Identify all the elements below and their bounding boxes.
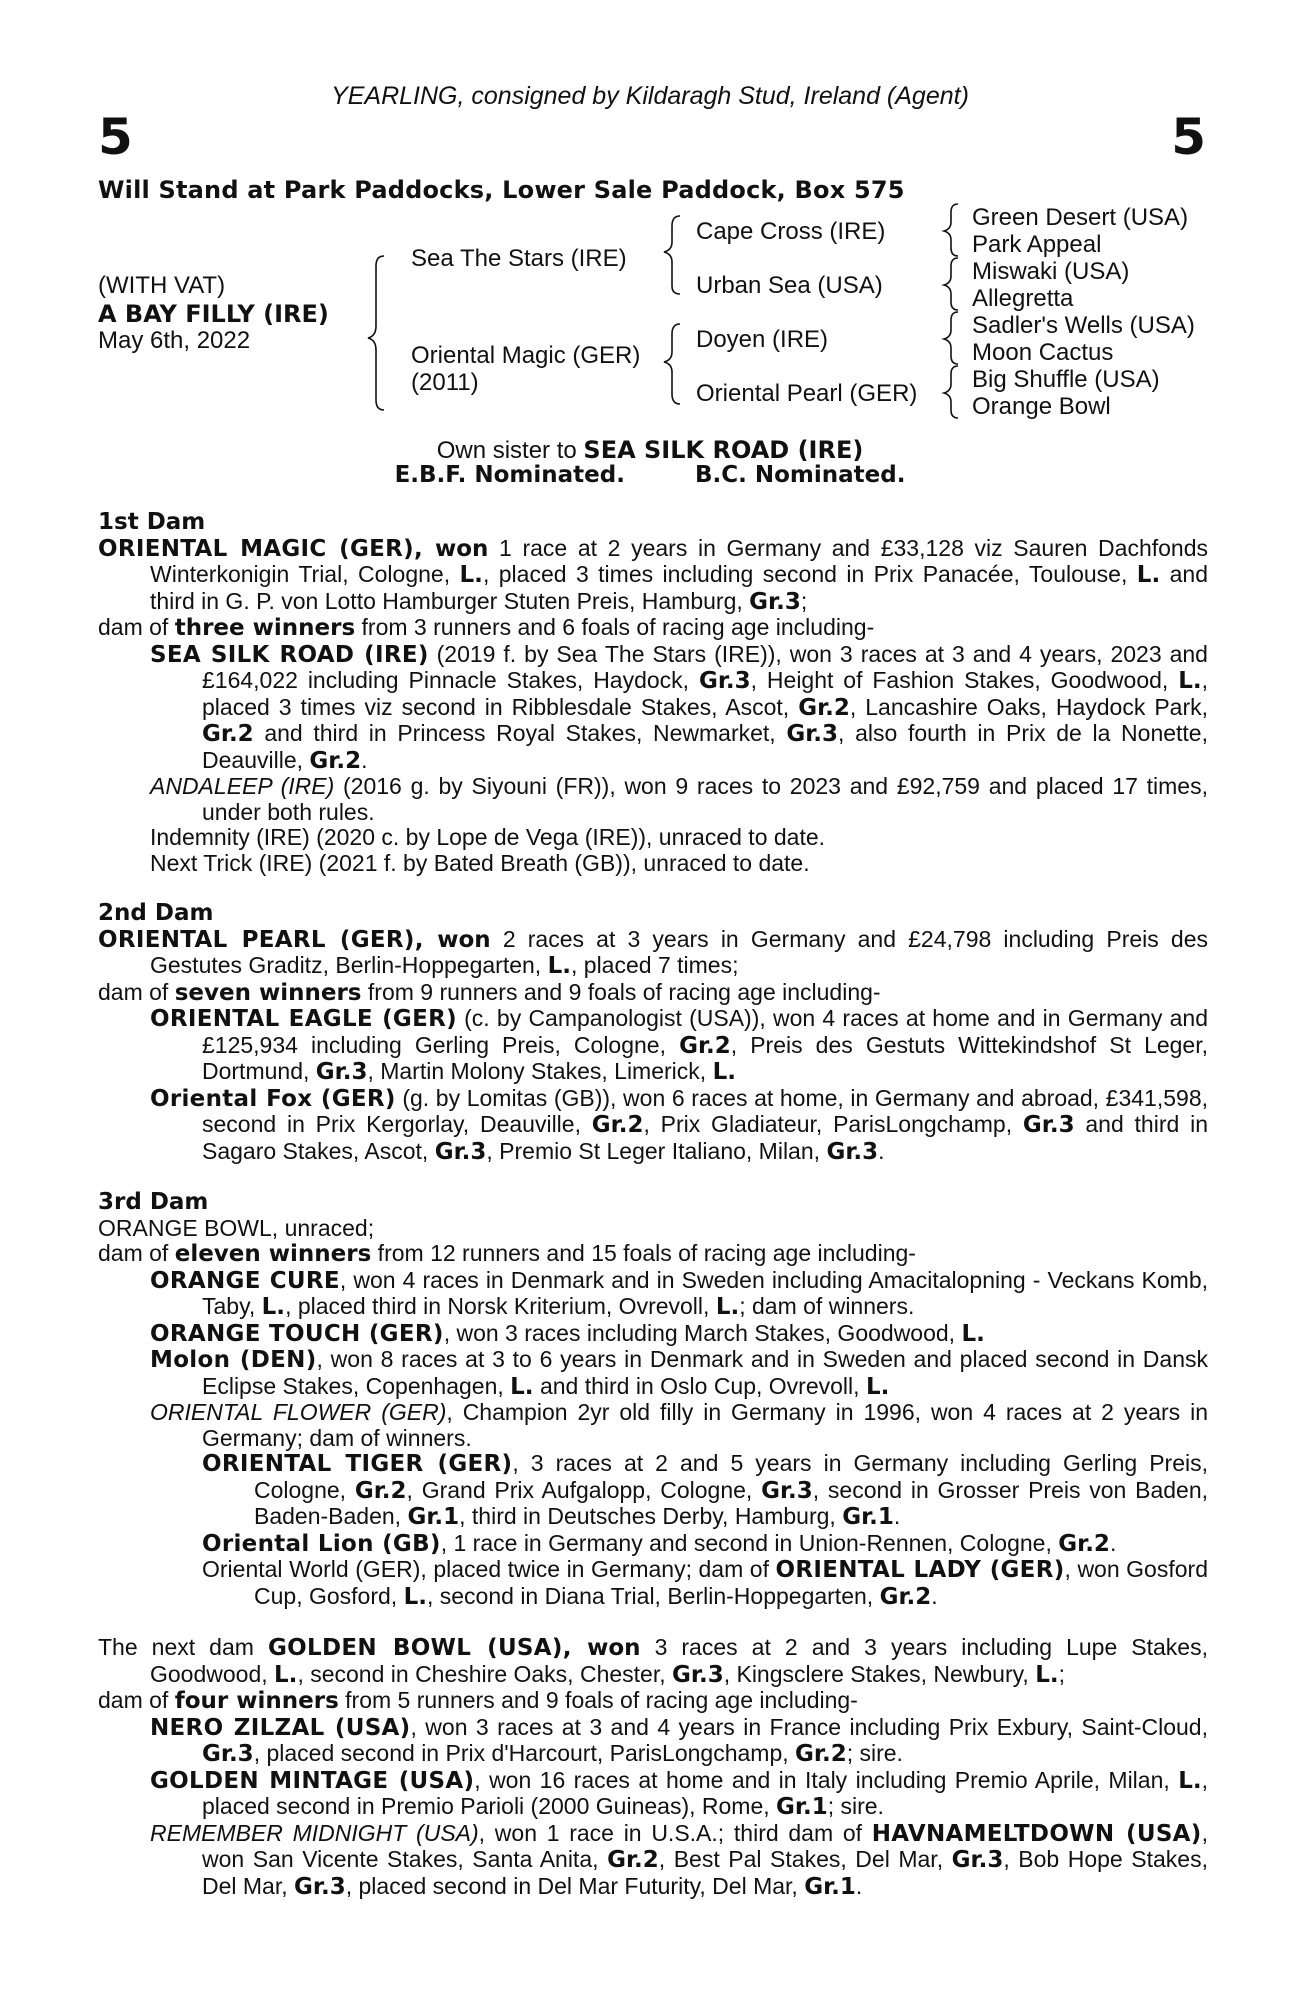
foaling-date: May 6th, 2022 [98,327,251,354]
produce-entry: Oriental Fox (GER) (g. by Lomitas (GB)), won 6 races at home, in Germany and abroad, £341,598, second in Prix Kergorlay, Deauville, Gr.2, Prix Gladiateur, ParisLongchamp, Gr.3 and third in Sagaro Stakes, Ascot, Gr.3, Premio St Leger Italiano, Milan, Gr.3. [150,1084,1209,1165]
produce-entry: ANDALEEP (IRE) (2016 g. by Siyouni (FR)), won 9 races to 2023 and £92,759 and placed 17 times, under both rules. [150,773,1208,825]
third-dam-record: ORANGE BOWL, unraced; [98,1214,375,1241]
own-sister-note: Own sister to SEA SILK ROAD (IRE) [436,436,864,464]
own-sister-name: SEA SILK ROAD (IRE) [583,436,864,464]
produce-entry: SEA SILK ROAD (IRE) (2019 f. by Sea The Stars (IRE)), won 3 races at 3 and 4 years, 2023 and £164,022 including Pinnacle Stakes, Haydock, Gr.3, Height of Fashion Stakes, Goodwood, L., placed 3 times viz second in Ribblesdale Stakes, Ascot, Gr.2, Lancashire Oaks, Haydock Park, Gr.2 and third in Princess Royal Stakes, Newmarket, Gr.3, also fourth in Prix de la Nonette, Deauville, Gr.2. [150,640,1208,774]
produce-entry: ORIENTAL FLOWER (GER), Champion 2yr old filly in Germany in 1996, won 4 races at 2 years in Germany; dam of winners. [150,1399,1208,1451]
produce-entry: ORANGE TOUCH (GER), won 3 races including March Stakes, Goodwood, L. [150,1319,985,1347]
bc-nominated: B.C. Nominated. [694,462,906,488]
pedigree-ggp-6: Moon Cactus [972,339,1114,366]
grand-produce-entry: Oriental World (GER), placed twice in Germany; dam of ORIENTAL LADY (GER), won Gosford Cup, Gosford, L., second in Diana Trial, Berlin-Hoppegarten, Gr.2. [202,1556,1208,1610]
consignor-line: YEARLING, consigned by Kildaragh Stud, Ireland (Agent) [331,82,969,110]
nomination-line [0,462,1300,488]
produce-entry: Molon (DEN), won 8 races at 3 to 6 years in Denmark and in Sweden and placed second in Dansk Eclipse Stakes, Copenhagen, L. and third in Oslo Cup, Ovrevoll, L. [150,1346,1208,1400]
third-dam-heading: 3rd Dam [98,1189,209,1215]
ebf-nominated: E.B.F. Nominated. [394,462,625,488]
pedigree-ggp-2: Park Appeal [972,231,1102,258]
produce-entry: NERO ZILZAL (USA), won 3 races at 3 and 4 years in France including Prix Exbury, Saint-Cloud, Gr.3, placed second in Prix d'Harcourt, ParisLongchamp, Gr.2; sire. [150,1713,1208,1767]
third-dam-produce-summary: dam of eleven winners from 12 runners and 15 foals of racing age including- [98,1240,916,1267]
stand-location: Will Stand at Park Paddocks, Lower Sale Paddock, Box 575 [98,176,905,204]
pedigree-dam-year: (2011) [411,369,479,396]
second-dam-heading: 2nd Dam [98,900,214,926]
pedigree-sire-sire: Cape Cross (IRE) [696,218,886,245]
vat-note: (WITH VAT) [98,272,226,299]
grand-produce-entry: Oriental Lion (GB), 1 race in Germany and second in Union-Rennen, Cologne, Gr.2. [202,1529,1117,1557]
produce-entry: Next Trick (IRE) (2021 f. by Bated Breath (GB)), unraced to date. [150,849,810,876]
grand-produce-entry: ORIENTAL TIGER (GER), 3 races at 2 and 5 years in Germany including Gerling Preis, Cologne, Gr.2, Grand Prix Aufgalopp, Cologne, Gr.3, second in Grosser Preis von Baden, Baden-Baden, Gr.1, third in Deutsches Derby, Hamburg, Gr.1. [202,1450,1208,1530]
pedigree-dam-dam: Oriental Pearl (GER) [696,380,918,407]
produce-entry: ORANGE CURE, won 4 races in Denmark and in Sweden including Amacitalopning - Veckans Komb, Taby, L., placed third in Norsk Kriterium, Ovrevoll, L.; dam of winners. [150,1266,1208,1320]
produce-entry: ORIENTAL EAGLE (GER) (c. by Campanologist (USA)), won 4 races at home and in Germany and £125,934 including Gerling Preis, Cologne, Gr.2, Preis des Gestuts Wittekindshof St Leger, Dortmund, Gr.3, Martin Molony Stakes, Limerick, L. [150,1005,1209,1085]
first-dam-record: ORIENTAL MAGIC (GER), won 1 race at 2 years in Germany and £33,128 viz Sauren Dachfonds Winterkonigin Trial, Cologne, L., placed 3 times including second in Prix Panacée, Toulouse, L. and third in G. P. von Lotto Hamburger Stuten Preis, Hamburg, Gr.3; [98,534,1209,615]
pedigree-dam-sire: Doyen (IRE) [696,326,829,353]
pedigree-ggp-7: Big Shuffle (USA) [972,366,1160,393]
first-dam-produce-summary: dam of three winners from 3 runners and 6 foals of racing age including- [98,614,875,641]
pedigree-dam: Oriental Magic (GER) [411,342,641,369]
next-dam-record: The next dam GOLDEN BOWL (USA), won 3 races at 2 and 3 years including Lupe Stakes, Goodwood, L., second in Cheshire Oaks, Chester, Gr.3, Kingsclere Stakes, Newbury, L.; [98,1634,1208,1688]
pedigree-ggp-1: Green Desert (USA) [972,204,1189,231]
second-dam-record: ORIENTAL PEARL (GER), won 2 races at 3 years in Germany and £24,798 including Preis des Gestutes Graditz, Berlin-Hoppegarten, L., placed 7 times; [98,925,1208,979]
lot-number-right: 5 [1171,108,1206,166]
next-dam-produce-summary: dam of four winners from 5 runners and 9 foals of racing age including- [98,1687,858,1714]
lot-number-left: 5 [98,108,133,166]
produce-entry: Indemnity (IRE) (2020 c. by Lope de Vega (IRE)), unraced to date. [150,824,826,850]
pedigree-sire-dam: Urban Sea (USA) [696,272,883,299]
produce-entry: GOLDEN MINTAGE (USA), won 16 races at home and in Italy including Premio Aprile, Milan, L., placed second in Premio Parioli (2000 Guineas), Rome, Gr.1; sire. [150,1766,1208,1820]
produce-record [98,510,1208,1900]
first-dam-heading: 1st Dam [98,509,206,535]
pedigree-ggp-4: Allegretta [972,285,1074,312]
produce-entry: REMEMBER MIDNIGHT (USA), won 1 race in U.S.A.; third dam of HAVNAMELTDOWN (USA), won San Vicente Stakes, Santa Anita, Gr.2, Best Pal Stakes, Del Mar, Gr.3, Bob Hope Stakes, Del Mar, Gr.3, placed second in Del Mar Futurity, Del Mar, Gr.1. [150,1819,1208,1900]
pedigree-sire: Sea The Stars (IRE) [411,245,627,272]
pedigree-ggp-5: Sadler's Wells (USA) [972,312,1195,339]
pedigree-ggp-8: Orange Bowl [972,393,1111,420]
second-dam-produce-summary: dam of seven winners from 9 runners and 9 foals of racing age including- [98,978,881,1006]
horse-name: A BAY FILLY (IRE) [98,300,329,328]
pedigree-ggp-3: Miswaki (USA) [972,258,1130,285]
